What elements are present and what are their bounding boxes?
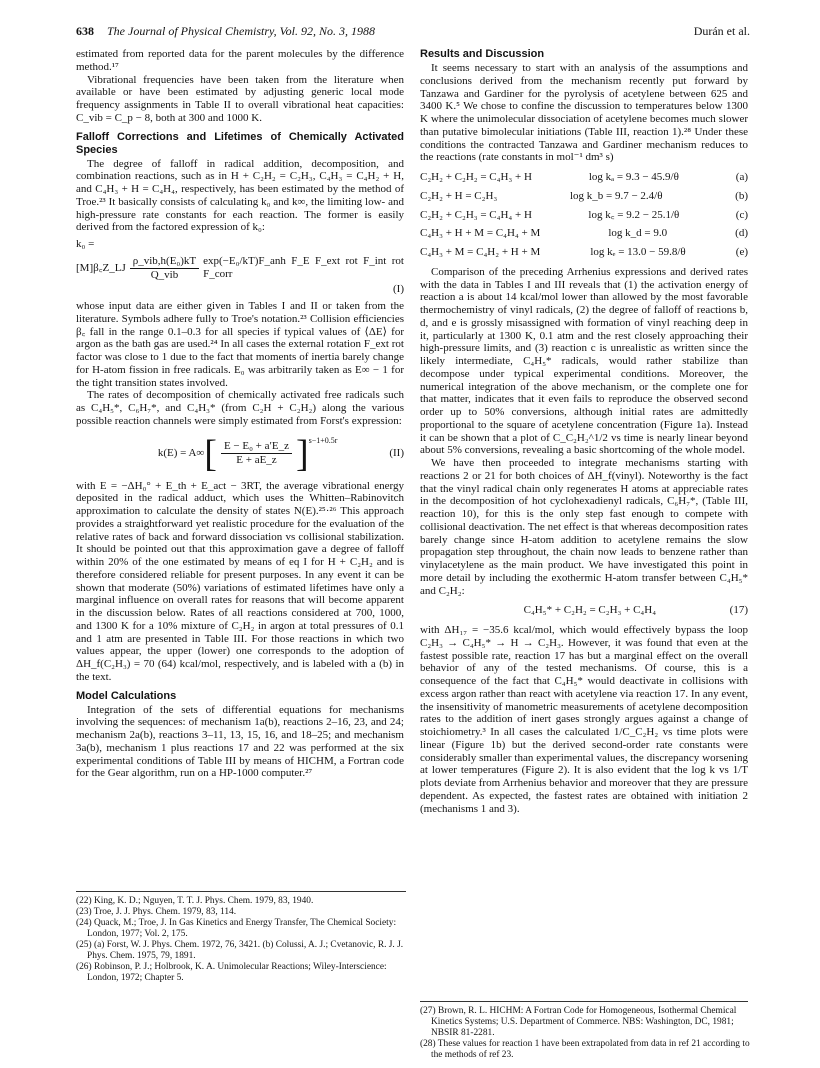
reaction-row — [420, 168, 748, 187]
footnote: (24) Quack, M.; Troe, J. In Gas Kinetics and Energy Transfer, The Chemical Society: London, 1977; Vol. 2, 175. — [76, 918, 397, 939]
reaction-list — [420, 168, 748, 262]
paragraph: The degree of falloff in radical addition, decomposition, and combination reactions, such as in H + C₂H₂ = C₂H₃, C₄H₃ = C₄H₂ + H, and C₄H₃ + H = C₄H₄, respectively, has been estimated by the method of Troe.²³ It basically consists of calculating k₀ and k∞, the limiting low- and high-pressure rate constants for each reaction. The former is easily derived from the factored expression of k₀: — [76, 157, 404, 234]
paragraph: with ΔH₁₇ = −35.6 kcal/mol, which would effectively bypass the loop C₂H₃ → C₄H₅* → H → C₂H₃. However, it was found that even at the fastest possible rate, reaction 17 has but a marginal effect on the overall behavior of any of the tested mechanisms. Of course, this is a consequence of the fact that C₄H₅* would deactivate in collisions with excess argon rather than react with acetylene via reaction 17. In any event, the insensitivity of manometric measurements of acetylene decomposition rates to the addition of inert gases strongly argues against a change of stoichiometry.³ In all cases the calculated 1/C_C₂H₂ vs time plots were linear (Figure 1b) but the derived second-order rate constants were considerably smaller than experimental values, the discrepancy worsening at lower temperatures (Figure 2). It is also evident that the log k vs 1/T plots deviate from Arrhenius behavior and moreover that they are pressure dependent. As expected, the fastest rates are obtained with initiation 2 (mechanisms 1 and 3). — [420, 624, 748, 815]
equation-number: (17) — [729, 604, 748, 617]
left-column — [76, 48, 404, 780]
paragraph: Comparison of the preceding Arrhenius expressions and derived rates with the data in Tables I and III reveals that (1) the activation energy of reaction a is about 14 kcal/mol lower than allowed by the most favorable thermochemistry of vinyl radicals, (2) the degree of falloff of reactions b, d, and e is grossly misassigned with formation of vinyl reaching deep in it, particularly at 1300 K, 0.1 atm and the rest closely approaching their high-pressure limits, and (3) reaction c is unrealistic as written since the likely intermediate, C₄H₅* radicals, would rather stabilize than decompose under typical experimental conditions. Moreover, the numerical integration of the above mechanism, or the complete one for that matter, indicates that it even fails to reproduce the observed second order up to 50% conversions, although initial rates are admittedly proportional to the square of acetylene concentration (Figure 1a). Instead it can be shown that a plot of C_C₂H₂^1/2 vs time is nearly linear beyond about 5% conversions, revealing a basic shortcoming of the whole model. — [420, 265, 748, 457]
reaction-row — [420, 224, 748, 243]
reaction-equation: C₄H₃ + M = C₄H₂ + H + M — [420, 246, 541, 258]
reaction-row — [420, 243, 748, 262]
left-bracket: [ — [204, 432, 217, 475]
journal-citation: The Journal of Physical Chemistry, Vol. 92, No. 3, 1988 — [107, 24, 375, 38]
paragraph: estimated from reported data for the parent molecules by the difference method.¹⁷ — [76, 48, 404, 73]
equation-II — [76, 432, 404, 476]
paragraph: whose input data are either given in Tables I and II or taken from the literature. Symbols adhere fully to Troe's notation.²³ Collision efficiencies β꜀ fall in the range 0.1–0.3 for all species if typical values of ⟨ΔE⟩ for argon as the bath gas are used.²⁴ In all cases the external rotation F_ext rot factor was close to 1 due to the fact that moments of inertia barely change for H-atom fission in free radicals. E₀ was arbitrarily taken as E∞ − 1 for the tight transition states involved. — [76, 300, 404, 389]
fraction-denominator: E + aE_z — [236, 454, 277, 466]
equation-lhs: k₀ = — [76, 238, 95, 250]
paragraph: We have then proceeded to integrate mechanisms starting with reactions 2 or 21 for both choices of ΔH_f(vinyl). Noteworthy is the fact that the vinyl radical chain only regenerates H atoms at appreciable rates in the decomposition of hot cyclohexadienyl radicals, C₆H₇*, (Table III, reaction 10), for this is the only step fast enough to compete with collisional deactivation. The net effect is that whereas decomposition rates barely change since H-atom addition to acetylene remains the slow propagation step throughout, the chain now leads to benzene rather than vinylacetylene as the main product. We have investigated this point in more detail by including the exothermic H-atom transfer between C₄H₅* and C₂H₂: — [420, 457, 748, 597]
footnotes-left — [76, 896, 406, 984]
footnote: (26) Robinson, P. J.; Holbrook, K. A. Unimolecular Reactions; Wiley-Interscience: London, 1972; Chapter 5. — [76, 962, 387, 983]
paragraph: Integration of the sets of differential equations for mechanisms involving the sequences: of mechanism 1a(b), reactions 2–16, 23, and 24; mechanism 2a(b), reactions 3–11, 13, 15, 16, and 18–25; and mechanism 3a(b), mechanism 1 plus reactions 17 and 22 was performed at the six experimental conditions of Table III by means of HICHM, a Fortran code for the Gear algorithm, run on a HP-1000 computer.²⁷ — [76, 703, 404, 780]
footnotes-right — [420, 1006, 750, 1061]
equation-number: (I) — [393, 283, 404, 296]
equation-lhs: k(E) = A∞ — [157, 447, 205, 460]
paragraph: It seems necessary to start with an analysis of the assumptions and conclusions derived from the mechanism recently put forward by Tanzawa and Gardiner for the pyrolysis of acetylene between 625 and 3400 K.⁵ We chose to confine the discussion to temperatures below 1300 K where the unimolecular dissociation of acetylene becomes much slower than putative bimolecular initiations (Table III, reaction 1).²⁸ Under these conditions the contracted Tanzawa and Gardiner mechanism reduces to the reactions (rate constants in mol⁻¹ dm³ s) — [420, 62, 748, 164]
equation-17 — [420, 601, 748, 620]
section-heading: Falloff Corrections and Lifetimes of Chemically Activated Species — [76, 130, 404, 156]
equation-term: exp(−E₀/kT)F_anh F_E F_ext rot F_int rot F_corr — [203, 255, 404, 280]
reaction-label: (b) — [735, 189, 748, 202]
reaction-equation: C₄H₅* + C₂H₂ = C₂H₃ + C₄H₄ — [523, 604, 657, 617]
footnote: (28) These values for reaction 1 have been extrapolated from data in ref 21 according to the methods of ref 23. — [420, 1039, 750, 1060]
reaction-row — [420, 187, 748, 206]
section-heading: Results and Discussion — [420, 48, 545, 60]
exponent: s−1+0.5r — [308, 435, 338, 445]
rate-expression: log k꜀ = 9.2 − 25.1/θ — [588, 208, 680, 221]
reaction-label: (d) — [735, 227, 748, 240]
footnote-divider — [420, 1001, 748, 1002]
rate-expression: log k_d = 9.0 — [608, 227, 668, 240]
fraction-numerator: ρ_vib,h(E₀)kT — [130, 255, 199, 269]
running-header — [76, 24, 375, 39]
rate-expression: log k_b = 9.7 − 2.4/θ — [569, 189, 663, 202]
reaction-row — [420, 206, 748, 225]
footnote: (25) (a) Forst, W. J. Phys. Chem. 1972, 76, 3421. (b) Colussi, A. J.; Cvetanovic, R. J. J. Phys. Chem. 1975, 79, 1891. — [76, 940, 404, 961]
equation-fraction — [221, 440, 292, 467]
paragraph: The rates of decomposition of chemically activated free radicals such as C₄H₅*, C₆H₇*, and C₄H₃* (from C₂H + C₂H₂) along the various possible reaction channels were simply estimated from Forst's expression: — [76, 389, 404, 427]
reaction-label: (e) — [735, 246, 748, 258]
fraction-denominator: Q_vib — [150, 268, 179, 281]
right-column — [420, 48, 748, 815]
reaction-equation: C₂H₂ + H = C₂H₃ — [420, 189, 498, 202]
equation-fraction — [130, 255, 199, 282]
paragraph: Vibrational frequencies have been taken from the literature when available or have been estimated by adjusting generic local mode frequency assignments in Table II to overall vibrational heat capacities: C_vib = C_p − 8, both at 300 and 1000 K. — [76, 73, 404, 124]
fraction-numerator: E − E₀ + a′E_z — [221, 440, 292, 454]
reaction-label: (c) — [735, 208, 748, 221]
right-bracket: ] — [296, 432, 309, 475]
equation-term: [M]β꜀Z_LJ — [76, 261, 126, 274]
reaction-equation: C₂H₂ + C₂H₂ = C₄H₃ + H — [420, 171, 532, 183]
rate-expression: log kₐ = 9.3 − 45.9/θ — [588, 171, 679, 183]
equation-I — [76, 238, 404, 296]
author-header: Durán et al. — [693, 24, 750, 38]
section-heading: Model Calculations — [76, 689, 177, 702]
paragraph: with E = −ΔH₀° + E_th + E_act − 3RT, the average vibrational energy deposited in the radical adduct, which uses the Whitten–Rabinovitch approximation to calculate the density of states N(E).²⁵·²⁶ This approach provides a straightforward yet realistic procedure for the evaluation of the relative rates of back and forward dissociation vs collisional stabilization. It should be pointed out that this approximation gave a degree of falloff within 20% of the one estimated by means of eq I for H + C₂H₂ and is therefore considered reliable for present purposes. In any event it can be shown that moderate (50%) variations of estimated lifetimes have only a marginal influence on overall rates for reasons that will become apparent in the discussion below. Rates of all reactions considered at 700, 1000, and 1300 K for a 10% mixture of C₂H₂ in argon at total pressures of 0.1 and 1 atm are presented in Table III. For those reactions in which two values appear, the upper (lower) one corresponds to the adoption of ΔH_f(C₂H₃) = 70 (64) kcal/mol, respectively, and is labeled with a (b) in the text. — [76, 479, 404, 683]
equation-number: (II) — [389, 447, 404, 460]
footnote: (23) Troe, J. J. Phys. Chem. 1979, 83, 114. — [76, 907, 237, 917]
footnote: (22) King, K. D.; Nguyen, T. T. J. Phys. Chem. 1979, 83, 1940. — [76, 896, 314, 906]
footnote-divider — [76, 891, 406, 892]
reaction-equation: C₂H₂ + C₂H₃ = C₄H₄ + H — [420, 208, 532, 221]
page-number: 638 — [76, 24, 94, 38]
reaction-equation: C₄H₃ + H + M = C₄H₄ + M — [420, 227, 541, 240]
reaction-label: (a) — [735, 171, 748, 183]
footnote: (27) Brown, R. L. HICHM: A Fortran Code for Homogeneous, Isothermal Chemical Kinetics Systems; U.S. Department of Commerce. NBS: Washington, DC, 1981; NBSIR 81-2281. — [420, 1006, 737, 1038]
rate-expression: log kₑ = 13.0 − 59.8/θ — [590, 246, 686, 258]
